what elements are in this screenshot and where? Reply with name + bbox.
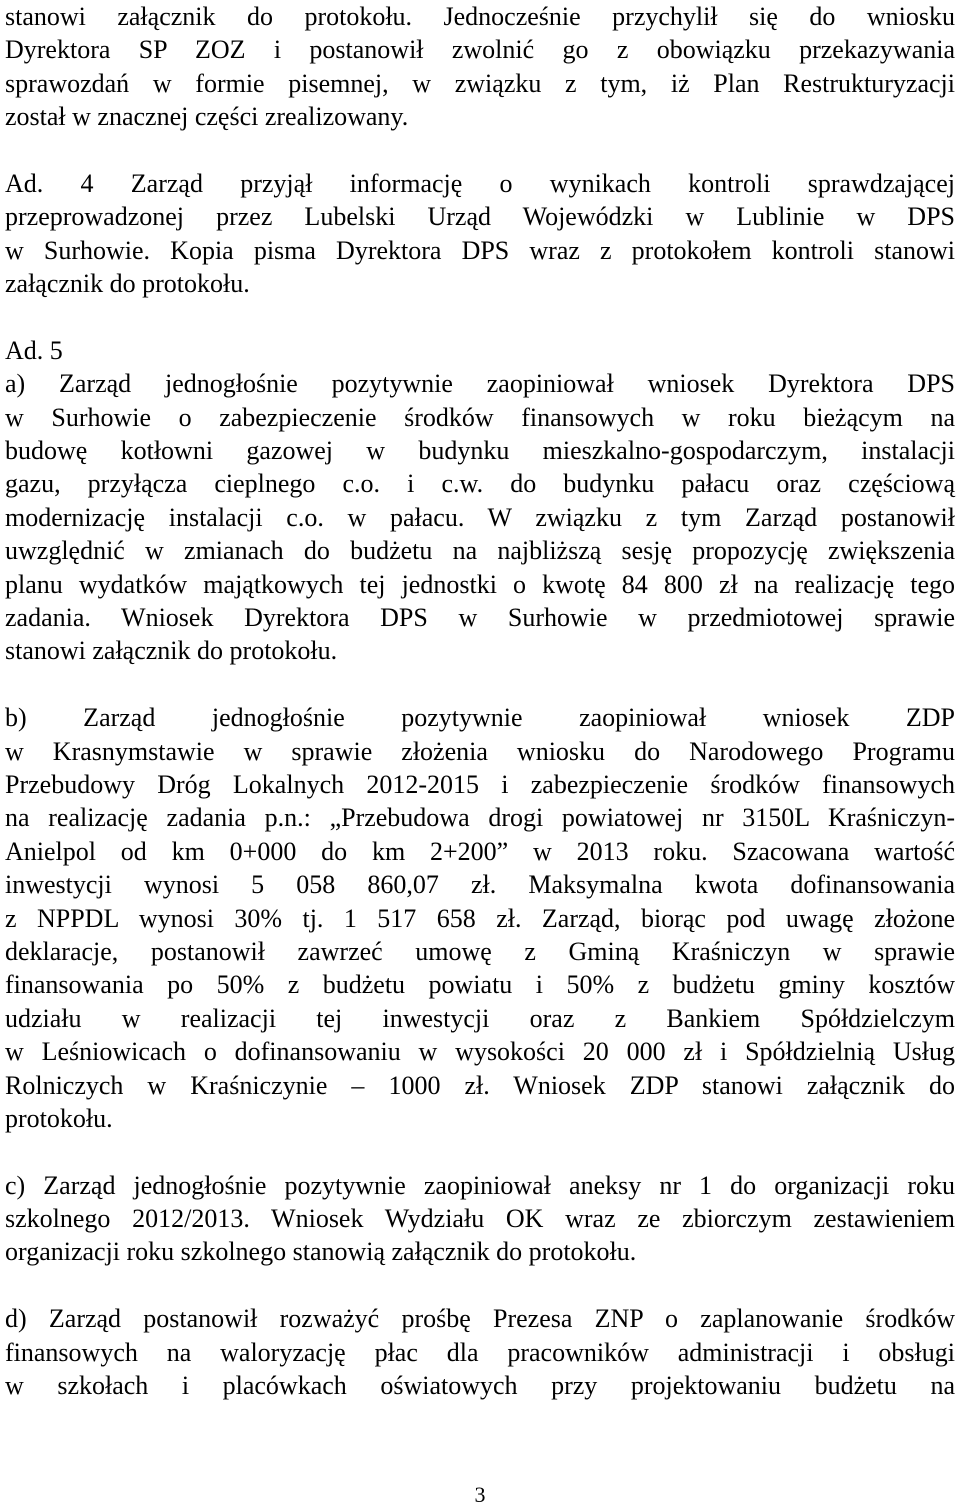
text-line: w szkołach i placówkach oświatowych przy projektowaniu budżetu na: [5, 1371, 955, 1401]
text-line: w Krasnymstawie w sprawie złożenia wniosku do Narodowego Programu: [5, 736, 955, 766]
text-line: w Surhowie. Kopia pisma Dyrektora DPS wraz z protokołem kontroli stanowi: [5, 235, 955, 265]
text-line: Ad. 4 Zarząd przyjął informację o wynikach kontroli sprawdzającej: [5, 168, 955, 198]
text-line: Przebudowy Dróg Lokalnych 2012-2015 i zabezpieczenie środków finansowych: [5, 769, 955, 799]
text-line: planu wydatków majątkowych tej jednostki o kwotę 84 800 zł na realizację tego: [5, 569, 955, 599]
text-line: stanowi załącznik do protokołu.: [5, 636, 338, 666]
text-line: deklaracje, postanowił zawrzeć umowę z Gminą Kraśniczyn w sprawie: [5, 936, 955, 966]
text-line: z NPPDL wynosi 30% tj. 1 517 658 zł. Zarząd, biorąc pod uwagę złożone: [5, 903, 955, 933]
text-line: Rolniczych w Kraśniczynie – 1000 zł. Wniosek ZDP stanowi załącznik do: [5, 1070, 955, 1100]
text-line: sprawozdań w formie pisemnej, w związku z tym, iż Plan Restrukturyzacji: [5, 68, 955, 98]
paragraph-ad-5-d: [5, 1302, 955, 1402]
paragraph-ad-5-b: [5, 701, 955, 1135]
document-page: [5, 0, 955, 1402]
text-line: Dyrektora SP ZOZ i postanowił zwolnić go z obowiązku przekazywania: [5, 35, 955, 65]
paragraph-ad-4: [5, 167, 955, 301]
text-line: Ad. 5: [5, 335, 63, 365]
text-line: na realizację zadania p.n.: „Przebudowa drogi powiatowej nr 3150L Kraśniczyn-: [5, 803, 955, 833]
text-line: d) Zarząd postanowił rozważyć prośbę Prezesa ZNP o zaplanowanie środków: [5, 1304, 955, 1334]
paragraph-ad-5-c: [5, 1169, 955, 1269]
text-line: Anielpol od km 0+000 do km 2+200” w 2013 roku. Szacowana wartość: [5, 836, 955, 866]
text-line: protokołu.: [5, 1103, 113, 1133]
text-line: c) Zarząd jednogłośnie pozytywnie zaopiniował aneksy nr 1 do organizacji roku: [5, 1170, 955, 1200]
text-line: stanowi załącznik do protokołu. Jednocześnie przychylił się do wniosku: [5, 2, 955, 31]
text-line: szkolnego 2012/2013. Wniosek Wydziału OK wraz ze zbiorczym zestawieniem: [5, 1204, 955, 1234]
paragraph-ad-5-a: [5, 334, 955, 668]
text-line: finansowych na waloryzację płac dla pracowników administracji i obsługi: [5, 1337, 955, 1367]
text-line: gazu, przyłącza cieplnego c.o. i c.w. do budynku pałacu oraz częściową: [5, 469, 955, 499]
text-line: w Leśniowicach o dofinansowaniu w wysokości 20 000 zł i Spółdzielnią Usług: [5, 1037, 955, 1067]
text-line: a) Zarząd jednogłośnie pozytywnie zaopiniował wniosek Dyrektora DPS: [5, 369, 955, 399]
text-line: udziału w realizacji tej inwestycji oraz z Bankiem Spółdzielczym: [5, 1003, 955, 1033]
paragraph-gap: [5, 668, 955, 701]
text-line: przeprowadzonej przez Lubelski Urząd Wojewódzki w Lublinie w DPS: [5, 202, 955, 232]
text-line: inwestycji wynosi 5 058 860,07 zł. Maksymalna kwota dofinansowania: [5, 870, 955, 900]
text-line: finansowania po 50% z budżetu powiatu i 50% z budżetu gminy kosztów: [5, 970, 955, 1000]
text-line: budowę kotłowni gazowej w budynku mieszkalno-gospodarczym, instalacji: [5, 436, 955, 466]
paragraph-gap: [5, 134, 955, 167]
text-line: zadania. Wniosek Dyrektora DPS w Surhowie w przedmiotowej sprawie: [5, 603, 955, 633]
text-line: załącznik do protokołu.: [5, 269, 250, 299]
page-number: 3: [474, 1482, 486, 1507]
paragraph-gap: [5, 1135, 955, 1168]
paragraph-gap: [5, 1269, 955, 1302]
text-line: w Surhowie o zabezpieczenie środków finansowych w roku bieżącym na: [5, 402, 955, 432]
paragraph-gap: [5, 301, 955, 334]
paragraph-intro-continuation: [5, 0, 955, 134]
text-line: modernizację instalacji c.o. w pałacu. W związku z tym Zarząd postanowił: [5, 502, 955, 532]
text-line: został w znacznej części zrealizowany.: [5, 102, 409, 132]
text-line: b) Zarząd jednogłośnie pozytywnie zaopiniował wniosek ZDP: [5, 703, 955, 733]
text-line: uwzględnić w zmianach do budżetu na najbliższą sesję propozycję zwiększenia: [5, 536, 955, 566]
text-line: organizacji roku szkolnego stanowią załącznik do protokołu.: [5, 1237, 637, 1267]
